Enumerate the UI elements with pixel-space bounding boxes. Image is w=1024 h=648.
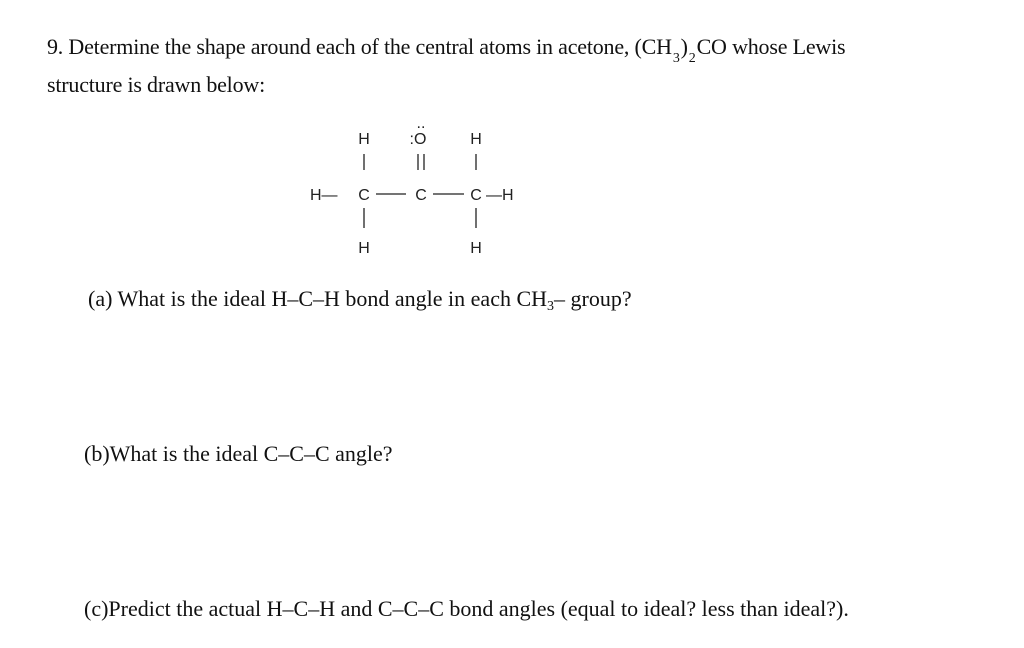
question-number: 9. bbox=[47, 34, 64, 59]
lewis-structure-diagram bbox=[300, 120, 560, 270]
oxygen-lone-pair: .. bbox=[416, 120, 426, 132]
part-a-text: (a) What is the ideal H–C–H bond angle in each CH bbox=[88, 286, 548, 311]
question-part-a bbox=[88, 286, 632, 316]
part-a-subscript: 3 bbox=[547, 299, 555, 314]
question-intro: Determine the shape around each of the central atoms in acetone, bbox=[68, 34, 630, 59]
formula-subscript-3: 3 bbox=[672, 51, 680, 66]
atom-carbon-center: C bbox=[415, 187, 427, 204]
question-prompt-line-1 bbox=[47, 34, 845, 64]
question-prompt-line-2: structure is drawn below: bbox=[47, 72, 265, 97]
atom-h-right: —H bbox=[486, 187, 514, 204]
formula-part-1: (CH bbox=[634, 34, 672, 59]
atom-carbon-left: C bbox=[358, 187, 370, 204]
atom-h-top-left: H bbox=[358, 131, 370, 148]
question-intro-suffix: whose Lewis bbox=[732, 34, 846, 59]
atom-carbon-right: C bbox=[470, 187, 482, 204]
question-part-b: (b)What is the ideal C–C–C angle? bbox=[84, 441, 393, 466]
atom-h-left: H— bbox=[310, 187, 338, 204]
atom-h-bottom-right: H bbox=[470, 240, 482, 257]
question-part-c: (c)Predict the actual H–C–H and C–C–C bond angles (equal to ideal? less than ideal?). bbox=[84, 596, 849, 621]
atom-h-bottom-left: H bbox=[358, 240, 370, 257]
formula-part-3: CO bbox=[696, 34, 727, 59]
part-a-suffix: – group? bbox=[554, 286, 632, 311]
atom-h-top-right: H bbox=[470, 131, 482, 148]
atom-oxygen: :O bbox=[409, 131, 427, 148]
acetone-formula bbox=[634, 34, 727, 66]
formula-subscript-2: 2 bbox=[688, 51, 696, 66]
formula-part-2: ) bbox=[680, 34, 688, 59]
